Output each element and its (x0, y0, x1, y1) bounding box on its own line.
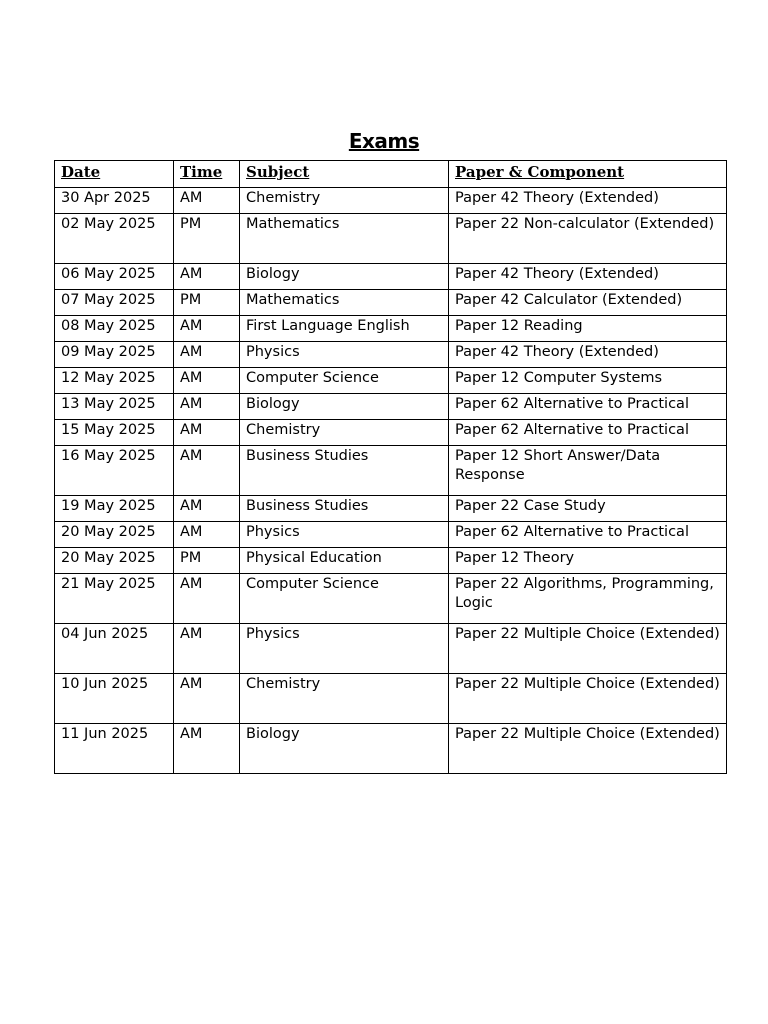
cell-date: 08 May 2025 (55, 316, 174, 342)
cell-date: 20 May 2025 (55, 522, 174, 548)
table-row (55, 548, 727, 574)
cell-subject: Computer Science (240, 574, 449, 624)
cell-subject: Physics (240, 522, 449, 548)
cell-time: AM (174, 342, 240, 368)
table-row (55, 368, 727, 394)
cell-paper: Paper 42 Calculator (Extended) (449, 290, 727, 316)
table-row (55, 290, 727, 316)
cell-paper: Paper 22 Multiple Choice (Extended) (449, 724, 727, 774)
table-row (55, 264, 727, 290)
cell-paper: Paper 12 Computer Systems (449, 368, 727, 394)
cell-time: AM (174, 496, 240, 522)
table-row (55, 724, 727, 774)
table-row (55, 214, 727, 264)
cell-date: 04 Jun 2025 (55, 624, 174, 674)
cell-paper: Paper 42 Theory (Extended) (449, 264, 727, 290)
cell-date: 12 May 2025 (55, 368, 174, 394)
cell-time: AM (174, 188, 240, 214)
cell-paper: Paper 62 Alternative to Practical (449, 522, 727, 548)
cell-paper: Paper 12 Theory (449, 548, 727, 574)
header-subject: Subject (240, 161, 449, 188)
table-row (55, 574, 727, 624)
cell-paper: Paper 22 Algorithms, Programming, Logic (449, 574, 727, 624)
cell-time: AM (174, 674, 240, 724)
cell-date: 11 Jun 2025 (55, 724, 174, 774)
header-date: Date (55, 161, 174, 188)
cell-subject: Mathematics (240, 214, 449, 264)
cell-paper: Paper 42 Theory (Extended) (449, 188, 727, 214)
cell-subject: Chemistry (240, 674, 449, 724)
header-paper: Paper & Component (449, 161, 727, 188)
table-row (55, 674, 727, 724)
cell-date: 13 May 2025 (55, 394, 174, 420)
cell-time: PM (174, 214, 240, 264)
cell-subject: Biology (240, 394, 449, 420)
cell-date: 15 May 2025 (55, 420, 174, 446)
cell-subject: Biology (240, 264, 449, 290)
header-time: Time (174, 161, 240, 188)
table-row (55, 342, 727, 368)
cell-time: PM (174, 290, 240, 316)
cell-time: AM (174, 368, 240, 394)
cell-date: 09 May 2025 (55, 342, 174, 368)
cell-paper: Paper 12 Short Answer/Data Response (449, 446, 727, 496)
cell-subject: Biology (240, 724, 449, 774)
cell-date: 20 May 2025 (55, 548, 174, 574)
exams-table (54, 160, 727, 774)
cell-subject: Physics (240, 624, 449, 674)
cell-time: PM (174, 548, 240, 574)
cell-time: AM (174, 522, 240, 548)
table-row (55, 188, 727, 214)
cell-date: 06 May 2025 (55, 264, 174, 290)
table-row (55, 522, 727, 548)
cell-paper: Paper 12 Reading (449, 316, 727, 342)
cell-subject: Business Studies (240, 496, 449, 522)
cell-time: AM (174, 724, 240, 774)
cell-paper: Paper 62 Alternative to Practical (449, 420, 727, 446)
table-row (55, 624, 727, 674)
cell-time: AM (174, 420, 240, 446)
cell-subject: Physics (240, 342, 449, 368)
cell-time: AM (174, 316, 240, 342)
cell-paper: Paper 42 Theory (Extended) (449, 342, 727, 368)
cell-subject: Mathematics (240, 290, 449, 316)
table-row (55, 446, 727, 496)
cell-subject: Business Studies (240, 446, 449, 496)
cell-subject: First Language English (240, 316, 449, 342)
cell-date: 21 May 2025 (55, 574, 174, 624)
cell-subject: Chemistry (240, 420, 449, 446)
cell-date: 19 May 2025 (55, 496, 174, 522)
cell-time: AM (174, 574, 240, 624)
cell-subject: Physical Education (240, 548, 449, 574)
cell-subject: Chemistry (240, 188, 449, 214)
cell-date: 16 May 2025 (55, 446, 174, 496)
cell-time: AM (174, 446, 240, 496)
table-row (55, 316, 727, 342)
cell-date: 07 May 2025 (55, 290, 174, 316)
page-title: Exams (348, 129, 420, 153)
cell-date: 02 May 2025 (55, 214, 174, 264)
cell-paper: Paper 22 Multiple Choice (Extended) (449, 624, 727, 674)
cell-paper: Paper 22 Non-calculator (Extended) (449, 214, 727, 264)
cell-time: AM (174, 624, 240, 674)
table-row (55, 394, 727, 420)
table-header-row (55, 161, 727, 188)
cell-paper: Paper 62 Alternative to Practical (449, 394, 727, 420)
cell-time: AM (174, 394, 240, 420)
cell-subject: Computer Science (240, 368, 449, 394)
cell-paper: Paper 22 Multiple Choice (Extended) (449, 674, 727, 724)
cell-date: 30 Apr 2025 (55, 188, 174, 214)
cell-paper: Paper 22 Case Study (449, 496, 727, 522)
table-row (55, 420, 727, 446)
cell-time: AM (174, 264, 240, 290)
table-row (55, 496, 727, 522)
cell-date: 10 Jun 2025 (55, 674, 174, 724)
